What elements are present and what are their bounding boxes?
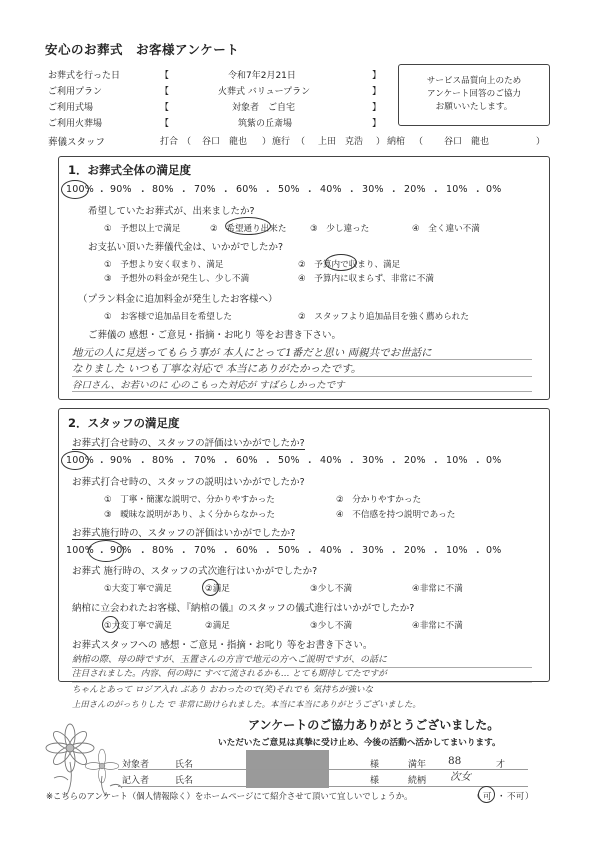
handwritten-comment: ちゃんとあって ロジア入れ ぶあり おわったので(笑)それでも 気持ちが強いな <box>72 685 374 695</box>
consent-question: ※こちらのアンケート（個人情報除く）をホームページにて紹介させて頂いて宜しいでしょうか。 <box>46 791 413 801</box>
staff-name: 谷口 龍也 <box>444 137 490 147</box>
scale-30: 30% <box>362 545 384 556</box>
scale-80: 80% <box>152 455 174 466</box>
plan-value: 火葬式 バリュープラン <box>218 87 311 97</box>
option: ①大変丁寧で満足 <box>104 621 172 631</box>
option: ② スタッフより追加品目を強く薦められた <box>298 312 469 322</box>
date-label: お葬式を行った日 <box>48 71 121 81</box>
honorific: 様 <box>370 776 380 786</box>
scale-80: 80% <box>152 545 174 556</box>
option: ② 分かりやすかった <box>336 495 422 505</box>
writer-label: 記入者 <box>122 776 150 786</box>
staff-name: 谷口 龍也 <box>202 137 248 147</box>
selected-mark <box>61 451 89 470</box>
handwritten-comment: 谷口さん、お若いのに 心のこもった対応が すばらしかったです <box>72 380 345 391</box>
selected-mark <box>61 180 89 199</box>
staff-role: 施行 <box>272 137 291 147</box>
section2-heading: 2．スタッフの満足度 <box>68 416 180 430</box>
staff-role: 納棺 <box>387 137 406 147</box>
question: （プラン料金に追加料金が発生したお客様へ） <box>78 294 278 305</box>
crematorium-label: ご利用火葬場 <box>48 119 103 129</box>
age-label: 満年 <box>408 760 427 770</box>
scale-90: 90% <box>110 545 132 556</box>
age-unit: 才 <box>496 760 506 770</box>
option: ③ 予想外の料金が発生し、少し不満 <box>104 274 250 284</box>
question: お葬式施行時の、スタッフの評価はいかがでしたか? <box>72 525 295 540</box>
plan-label: ご利用プラン <box>48 87 103 97</box>
name-label: 氏名 <box>175 776 194 786</box>
crematorium-value: 筑紫の丘斎場 <box>238 119 293 129</box>
option: ② 予算内で収まり、満足 <box>298 260 401 270</box>
option: ①大変丁寧で満足 <box>104 584 172 594</box>
scale-40: 40% <box>320 184 342 195</box>
section1-scale: 100% ・ 90% ・ 80% ・ 70% ・ 60% ・ 50% ・ 40% ・ 30% ・ 20% ・ 10% ・ 0% <box>66 184 502 198</box>
flower-illustration <box>40 708 130 798</box>
handwritten-comment: 上田さんのがっちりした で 非常に助けられました。本当に本当にありがとうございました。 <box>72 699 421 709</box>
scale-10: 10% <box>446 545 468 556</box>
venue-label: ご利用式場 <box>48 103 94 113</box>
scale-20: 20% <box>404 184 426 195</box>
option: ②満足 <box>205 584 230 594</box>
notice-box <box>398 64 550 126</box>
subject-label: 対象者 <box>122 760 150 770</box>
option: ① 予想より安く収まり、満足 <box>104 260 224 270</box>
scale-0: 0% <box>486 545 502 556</box>
scale-20: 20% <box>404 455 426 466</box>
notice-line: お願いいたします。 <box>435 102 513 112</box>
section2-scale-b: 100% ・ 90% ・ 80% ・ 70% ・ 60% ・ 50% ・ 40% ・ 30% ・ 20% ・ 10% ・ 0% <box>66 545 502 559</box>
option: ④非常に不満 <box>412 584 463 594</box>
option: ① 丁寧・簡潔な説明で、分かりやすかった <box>104 495 275 505</box>
staff-label: 葬儀スタッフ <box>48 137 106 148</box>
selected-mark <box>225 217 271 235</box>
scale-50: 50% <box>278 184 300 195</box>
scale-50: 50% <box>278 545 300 556</box>
scale-70: 70% <box>194 184 216 195</box>
handwritten-comment: 地元の人に見送ってもらう事が 本人にとって1番だと思い 両親共でお世話に <box>72 347 432 359</box>
scale-30: 30% <box>362 455 384 466</box>
selected-mark <box>102 616 119 633</box>
scale-40: 40% <box>320 545 342 556</box>
section1-heading: 1．お葬式全体の満足度 <box>68 163 192 177</box>
scale-0: 0% <box>486 455 502 466</box>
notice-line: サービス品質向上のため <box>426 76 522 86</box>
venue-value: 対象者 ご自宅 <box>232 103 296 113</box>
divider <box>118 786 528 787</box>
scale-60: 60% <box>236 545 258 556</box>
thanks-sub: いただいたご意見は真摯に受け止め、今後の活動へ活かしてまいります。 <box>218 738 501 748</box>
comment-prompt: ご葬儀の 感想・ご意見・指摘・お叱り 等をお書き下さい。 <box>88 330 342 341</box>
scale-100: 100% <box>66 184 94 195</box>
option: ① 予想以上で満足 <box>104 224 181 234</box>
scale-60: 60% <box>236 455 258 466</box>
question: お支払い頂いた葬儀代金は、いかがでしたか? <box>88 242 284 253</box>
consent-no: 不可 <box>507 792 525 802</box>
option: ③少し不満 <box>310 584 353 594</box>
comment-line <box>72 391 532 392</box>
selected-mark <box>202 579 219 596</box>
option: ④ 不信感を持つ説明であった <box>336 510 456 520</box>
option: ④非常に不満 <box>412 621 463 631</box>
scale-90: 90% <box>110 455 132 466</box>
scale-100: 100% <box>66 455 94 466</box>
age-value: 88 <box>448 755 462 767</box>
question: お葬式打合せ時の、スタッフの説明はいかがでしたか? <box>72 477 305 488</box>
option: ③ 少し違った <box>310 224 370 234</box>
date-value: 令和7年2月21日 <box>228 71 296 81</box>
notice-line: アンケート回答のご協力 <box>426 89 522 99</box>
name-label: 氏名 <box>175 760 194 770</box>
scale-30: 30% <box>362 184 384 195</box>
question: お葬式 施行時の、スタッフの式次進行はいかがでしたか? <box>72 566 318 577</box>
comment-prompt: お葬式スタッフへの 感想・ご意見・指摘・お叱り 等をお書き下さい。 <box>72 640 373 651</box>
scale-40: 40% <box>320 455 342 466</box>
scale-90: 90% <box>110 184 132 195</box>
page-title: 安心のお葬式 お客様アンケート <box>45 42 240 57</box>
relation-label: 続柄 <box>408 776 427 786</box>
option: ④ 予算内に収まらず、非常に不満 <box>298 274 434 284</box>
selected-mark <box>325 254 357 271</box>
question: お葬式打合せ時の、スタッフの評価はいかがでしたか? <box>72 435 305 450</box>
relation-value: 次女 <box>450 771 471 783</box>
section2-scale-a: 100% ・ 90% ・ 80% ・ 70% ・ 60% ・ 50% ・ 40% ・ 30% ・ 20% ・ 10% ・ 0% <box>66 455 502 469</box>
scale-0: 0% <box>486 184 502 195</box>
honorific: 様 <box>370 760 380 770</box>
option: ① お客様で追加品目を希望した <box>104 312 233 322</box>
scale-10: 10% <box>446 184 468 195</box>
selected-mark <box>88 540 124 562</box>
scale-20: 20% <box>404 545 426 556</box>
scale-60: 60% <box>236 184 258 195</box>
scale-70: 70% <box>194 455 216 466</box>
handwritten-comment: 注目されました。内容、何の時に すべて流されるかも… とても期待してたですが <box>72 669 387 679</box>
consent-yes: 可 <box>483 792 492 802</box>
option: ②満足 <box>205 621 230 631</box>
scale-70: 70% <box>194 545 216 556</box>
option: ② 希望通り出来た <box>210 224 287 234</box>
scale-100: 100% <box>66 545 94 556</box>
selected-mark <box>478 786 495 803</box>
handwritten-comment: なりました いつも丁寧な対応で 本当にありがたかったです。 <box>72 363 362 375</box>
question: 希望していたお葬式が、出来ましたか? <box>88 206 255 217</box>
option: ④ 全く違い不満 <box>412 224 480 234</box>
scale-50: 50% <box>278 455 300 466</box>
question: 納棺に立会われたお客様、『納棺の儀』のスタッフの儀式進行はいかがでしたか? <box>72 603 415 614</box>
scale-10: 10% <box>446 455 468 466</box>
staff-role: 打合 <box>160 137 179 147</box>
option: ③少し不満 <box>310 621 353 631</box>
staff-name: 上田 克浩 <box>318 137 364 147</box>
scale-80: 80% <box>152 184 174 195</box>
handwritten-comment: 納棺の際、母の時ですが、玉置さんの方言で地元の方へご説明ですが、の話に <box>72 655 388 665</box>
thanks-message: アンケートのご協力ありがとうございました。 <box>248 718 500 732</box>
option: ③ 曖昧な説明があり、よく分からなかった <box>104 510 275 520</box>
